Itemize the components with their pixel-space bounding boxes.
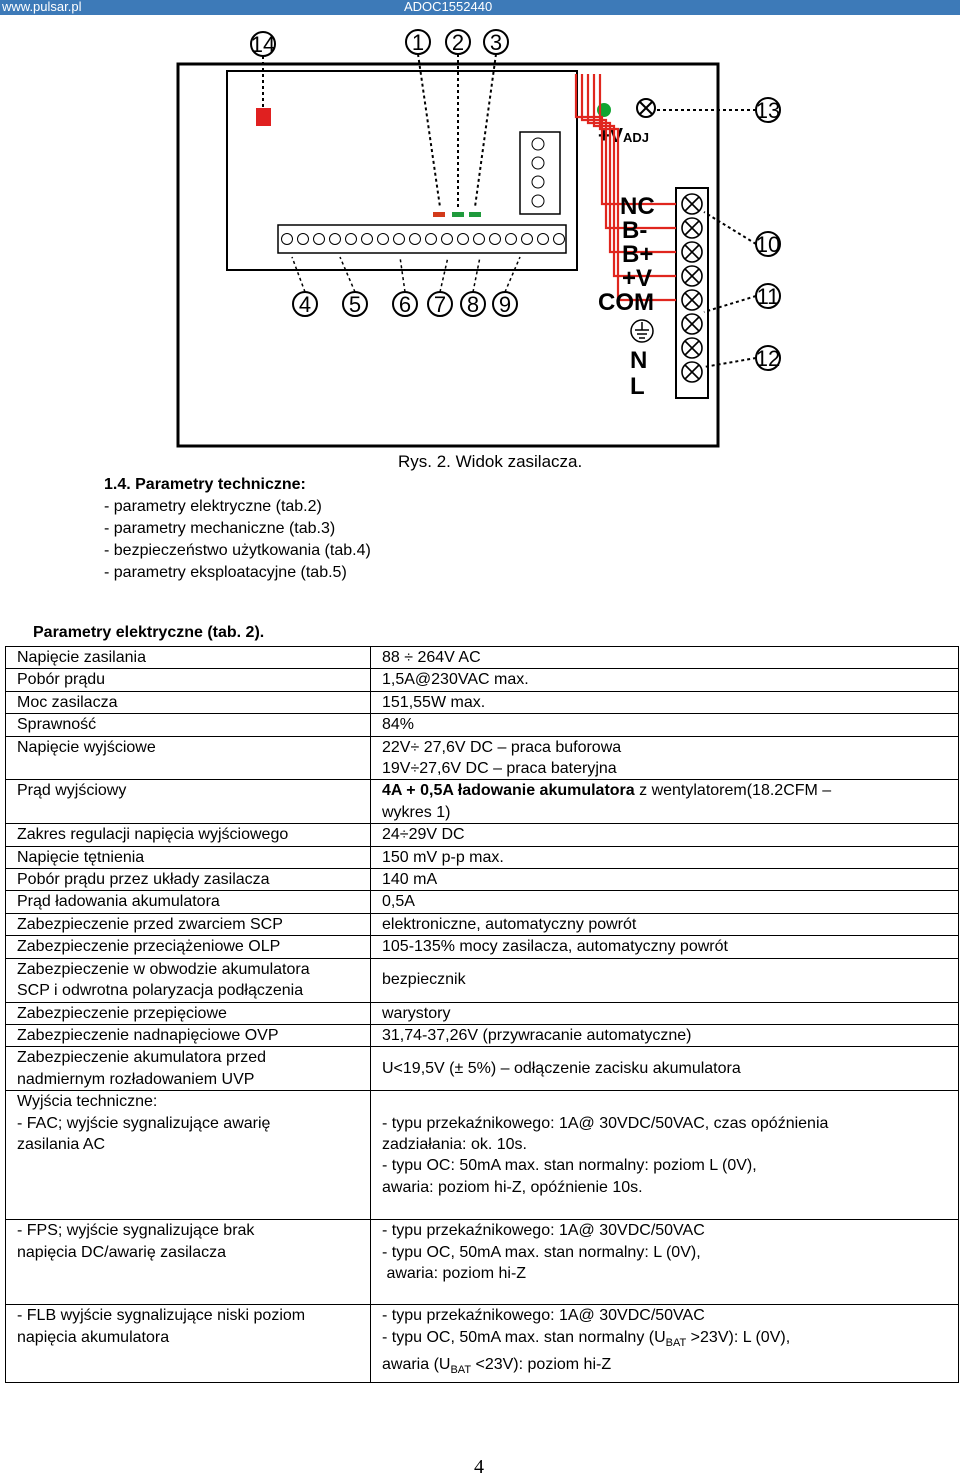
table-row: Napięcie zasilania 88 ÷ 264V AC — [6, 647, 959, 669]
svg-text:5: 5 — [348, 292, 362, 317]
table-row: Prąd wyjściowy 4A + 0,5A ładowanie akumulatora z wentylatorem(18.2CFM – wykres 1) — [6, 780, 959, 824]
svg-text:1: 1 — [411, 30, 425, 55]
led-green-2 — [469, 212, 481, 217]
section-item: - parametry elektryczne (tab.2) — [104, 498, 322, 515]
section-item: - parametry eksploatacyjne (tab.5) — [104, 564, 347, 581]
table-row: Zabezpieczenie przepięciowe warystory — [6, 1002, 959, 1024]
electrical-parameters-table — [5, 646, 959, 1383]
svg-text:11: 11 — [756, 284, 780, 309]
led-green-1 — [452, 212, 464, 217]
svg-text:14: 14 — [250, 32, 276, 57]
svg-text:+V: +V — [622, 265, 653, 292]
svg-text:4: 4 — [298, 292, 312, 317]
callout-9 — [493, 292, 517, 317]
svg-text:12: 12 — [755, 346, 781, 371]
power-supply-diagram — [0, 22, 960, 472]
svg-text:N: N — [630, 347, 648, 374]
table-row: Napięcie wyjściowe 22V÷ 27,6V DC – praca buforowa 19V÷27,6V DC – praca bateryjna — [6, 736, 959, 780]
svg-text:6: 6 — [398, 292, 412, 317]
svg-text:7: 7 — [433, 292, 447, 317]
figure-caption: Rys. 2. Widok zasilacza. — [398, 452, 583, 471]
table-row: Zakres regulacji napięcia wyjściowego 24÷29V DC — [6, 824, 959, 846]
table-row: Zabezpieczenie przed zwarciem SCP elektroniczne, automatyczny powrót — [6, 913, 959, 935]
header-bar — [0, 0, 960, 15]
doc-id: ADOC1552440 — [404, 0, 493, 14]
page-number: 4 — [474, 1456, 484, 1478]
table-row: - FLB wyjście sygnalizujące niski poziom napięcia akumulatora - typu przekaźnikowego: 1A@ 30VDC/50VAC - typu OC, 50mA max. stan normalny $(U_{BAT} >23V)$: L (0V), awaria $(U_{BAT} <23V)$: poziom hi-Z — [6, 1305, 959, 1383]
vadj-label: +VADJ — [598, 125, 650, 147]
section-item: - parametry mechaniczne (tab.3) — [104, 520, 336, 537]
svg-text:L: L — [630, 373, 645, 400]
table-row: Pobór prądu 1,5A@230VAC max. — [6, 669, 959, 691]
table-row: Sprawność 84% — [6, 714, 959, 736]
svg-text:8: 8 — [466, 292, 480, 317]
svg-text:COM: COM — [598, 289, 654, 316]
callout-4 — [293, 292, 317, 317]
table-row: - FPS; wyjście sygnalizujące brak napięcia DC/awarię zasilacza - typu przekaźnikowego: 1A@ 30VDC/50VAC - typu OC, 50mA max. stan normalny: L (0V), awaria: poziom hi-Z — [6, 1220, 959, 1305]
table-row: Wyjścia techniczne: - FAC; wyjście sygnalizujące awarię zasilania AC - typu przekaźnikowego: 1A@ 30VDC/50VAC, czas opóźnienia zadziałania: ok. 10s. - typu OC: 50mA max. stan normalny: poziom L (0V), awaria: poziom hi-Z, opóźnienie 10s. — [6, 1091, 959, 1220]
callout-8 — [461, 292, 485, 317]
table-title: Parametry elektryczne (tab. 2). — [33, 624, 265, 641]
svg-text:9: 9 — [498, 292, 512, 317]
callout-6 — [393, 292, 417, 317]
site-url: www.pulsar.pl — [2, 0, 82, 14]
svg-text:10: 10 — [755, 232, 781, 257]
section-item: - bezpieczeństwo użytkowania (tab.4) — [104, 542, 371, 559]
svg-text:NC: NC — [620, 193, 655, 220]
table-row: Zabezpieczenie przeciążeniowe OLP 105-135% mocy zasilacza, automatyczny powrót — [6, 936, 959, 958]
led-red — [433, 212, 445, 217]
table-row: Zabezpieczenie w obwodzie akumulatora SCP i odwrotna polaryzacja podłączenia bezpiecznik — [6, 958, 959, 1002]
svg-text:2: 2 — [451, 30, 465, 55]
table-row: Napięcie tętnienia 150 mV p-p max. — [6, 846, 959, 868]
table-row: Prąd ładowania akumulatora 0,5A — [6, 891, 959, 913]
svg-text:3: 3 — [489, 30, 503, 55]
svg-text:B-: B- — [622, 217, 648, 244]
table-row: Zabezpieczenie nadnapięciowe OVP 31,74-37,26V (przywracanie automatyczne) — [6, 1024, 959, 1046]
table-row: Pobór prądu przez układy zasilacza 140 mA — [6, 869, 959, 891]
svg-text:B+: B+ — [622, 241, 654, 268]
fuse-indicator — [256, 108, 271, 126]
callout-7 — [428, 292, 452, 317]
section-parameters — [104, 474, 371, 584]
table-row: Zabezpieczenie akumulatora przed nadmiernym rozładowaniem UVP U<19,5V (± 5%) – odłączenie zacisku akumulatora — [6, 1047, 959, 1091]
table-row: Moc zasilacza 151,55W max. — [6, 691, 959, 713]
section-heading: 1.4. Parametry techniczne: — [104, 476, 306, 493]
callout-5 — [343, 292, 367, 317]
svg-text:13: 13 — [755, 98, 781, 123]
